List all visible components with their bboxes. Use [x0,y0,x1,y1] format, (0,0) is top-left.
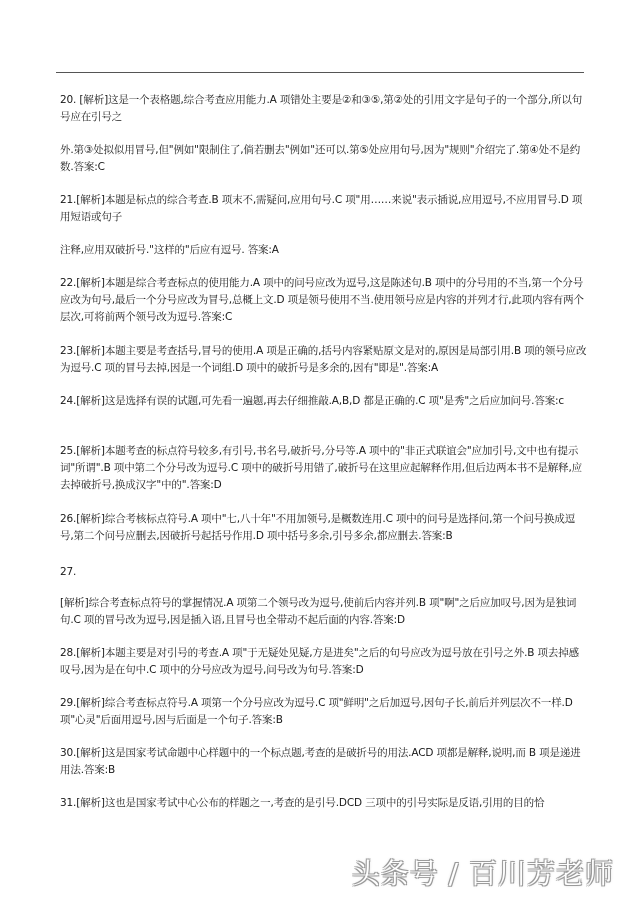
paragraph-20a: 20. [解析]这是一个表格题,综合考查应用能力.A 项错处主要是②和③⑤,第②处的引用文字是句子的一个部分,所以句号应在引号之 [60,94,583,123]
paragraph-24: 24.[解析]这是选择有误的试题,可先看一遍题,再去仔细推敲.A,B,D 都是正确的.C 项"是秀"之后应加问号.答案:c [60,395,565,407]
paragraph-26: 26.[解析]综合考核标点符号.A 项中"七,八十年"不用加领号,是概数连用.C 项中的问号是选择问,第一个问号换成逗号,第二个问号应删去,因破折号起括号作用.D 项中括号多余,引号多余,都应删去.答案:B [60,513,576,542]
paragraph-25: 25.[解析]本题考查的标点符号较多,有引号,书名号,破折号,分号等.A 项中的"非正式联谊会"应加引号,文中也有提示词"所谓".B 项中第二个分号改为逗号.C 项中的破折号用错了,破折号在这里应起解释作用,但后边两本书不是解释,应去掉破折号,换成汉字"中的".答案:D [60,445,583,491]
paragraph-30: 30.[解析]这是国家考试命题中心样题中的一个标点题,考查的是破折号的用法.ACD 项都是解释,说明,而 B 项是递进用法.答案:B [60,747,581,776]
header-rule [56,72,584,73]
paragraph-31: 31.[解析]这也是国家考试中心公布的样题之一,考查的是引号.DCD 三项中的引号实际是反语,引用的目的恰 [60,797,545,809]
paragraph-27: [解析]综合考查标点符号的掌握情况.A 项第二个领号改为逗号,使前后内容并列.B 项"啊"之后应加叹号,因为是独词句.C 项的冒号改为逗号,因是插入语,且冒号也全带动不起后面的内容.答案:D [60,597,577,626]
paragraph-27-number: 27. [60,566,77,578]
paragraph-23: 23.[解析]本题主要是考查括号,冒号的使用.A 项是正确的,括号内容紧贴原文是对的,原因是局部引用.B 项的领号应改为逗号.C 项的冒号去掉,因是一个词组.D 项中的破折号是多余的,因有"即是".答案:A [60,345,587,374]
paragraph-20b: 外.第③处拟似用冒号,但"例如"限制住了,倘若删去"例如"还可以.第⑤处应用句号,因为"规则"介绍完了.第④处不是约数.答案:C [60,144,581,173]
paragraph-21b: 注释,应用双破折号."这样的"后应有逗号. 答案:A [60,244,279,256]
paragraph-22: 22.[解析]本题是综合考查标点的使用能力.A 项中的问号应改为逗号,这是陈述句.B 项中的分号用的不当,第一个分号应改为句号,最后一个分号应改为冒号,总概上文.D 项是领号使用不当.使用领号应是内容的并列才行,此项内容有两个层次,可将前两个领号改为逗号.答案:C [60,277,584,323]
paragraph-29: 29.[解析]综合考查标点符号.A 项第一个分号应改为逗号.C 项"鲜明"之后加逗号,因句子长,前后并列层次不一样.D 项"心灵"后面用逗号,因与后面是一个句子.答案:B [60,697,573,726]
watermark-logo-text: 头条号 / 百川芳老师 [351,857,614,890]
paragraph-28: 28.[解析]本题主要是对引号的考查.A 项"于无疑处见疑,方是进矣"之后的句号应改为逗号放在引号之外.B 项去掉感叹号,因为是在句中.C 项中的分号应改为逗号,问号改为句号.答案:D [60,647,579,676]
paragraph-21a: 21.[解析]本题是标点的综合考查.B 项末不,需疑问,应用句号.C 项"用……来说"表示插说,应用逗号,不应用冒号.D 项用短语或句子 [60,194,583,223]
